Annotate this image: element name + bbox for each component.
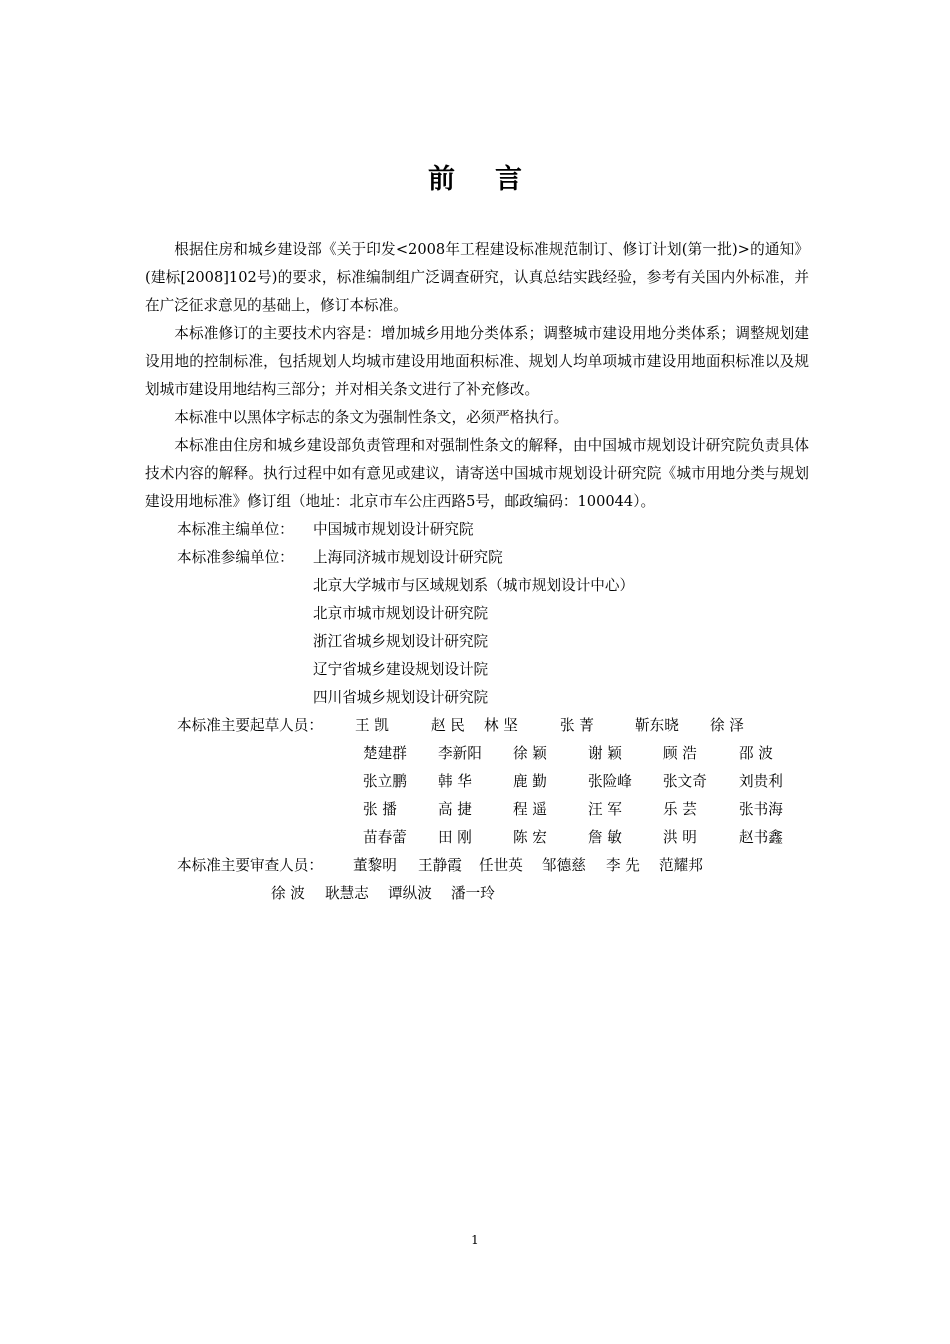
- reviewer-name: 谭纵波: [388, 885, 432, 902]
- reviewer-name: 邹德慈: [542, 857, 586, 874]
- drafter-name: 谢 颖: [588, 745, 622, 762]
- participating-unit-name: 上海同济城市规划设计研究院: [313, 549, 503, 566]
- reviewer-name: 董黎明: [353, 857, 397, 874]
- drafter-name: 靳东晓: [635, 717, 679, 734]
- drafter-name: 赵书鑫: [739, 829, 783, 846]
- drafter-name: 徐 颖: [513, 745, 547, 762]
- reviewer-name: 耿慧志: [325, 885, 369, 902]
- reviewers-row: [145, 880, 809, 908]
- drafters-row: [145, 712, 809, 740]
- drafter-name: 张险峰: [588, 773, 632, 790]
- chief-unit-label: 本标准主编单位：: [177, 521, 294, 538]
- reviewer-name: 王静霞: [418, 857, 462, 874]
- drafter-name: 陈 宏: [513, 829, 547, 846]
- drafter-name: 张书海: [739, 801, 783, 818]
- participating-unit-row: [145, 628, 809, 656]
- participating-unit-name: 辽宁省城乡建设规划设计院: [313, 661, 489, 678]
- drafter-name: 田 刚: [438, 829, 472, 846]
- drafter-name: 徐 泽: [710, 717, 744, 734]
- drafter-name: 韩 华: [438, 773, 472, 790]
- reviewers-label: 本标准主要审查人员：: [177, 857, 323, 874]
- drafters-row: [145, 796, 809, 824]
- drafter-name: 张 菁: [560, 717, 594, 734]
- participating-unit-name: 北京大学城市与区域规划系（城市规划设计中心）: [313, 577, 635, 594]
- paragraph-basis: 根据住房和城乡建设部《关于印发<2008年工程建设标准规范制订、修订计划(第一批)>的通知》(建标[2008]102号)的要求，标准编制组广泛调查研究，认真总结实践经验，参考有关国内外标准，并在广泛征求意见的基础上，修订本标准。: [145, 241, 809, 314]
- drafter-name: 乐 芸: [663, 801, 697, 818]
- drafter-name: 张 播: [363, 801, 397, 818]
- reviewer-name: 徐 波: [271, 885, 305, 902]
- reviewer-name: 范耀邦: [659, 857, 703, 874]
- participating-unit-row: [145, 544, 809, 572]
- chief-unit-row: [145, 516, 809, 544]
- preface-body: [145, 236, 809, 908]
- drafters-row: [145, 824, 809, 852]
- drafter-name: 张文奇: [663, 773, 707, 790]
- drafter-name: 程 遥: [513, 801, 547, 818]
- reviewer-name: 潘一玲: [451, 885, 495, 902]
- drafter-name: 楚建群: [363, 745, 407, 762]
- paragraph-management: 本标准由住房和城乡建设部负责管理和对强制性条文的解释，由中国城市规划设计研究院负责具体技术内容的解释。执行过程中如有意见或建议，请寄送中国城市规划设计研究院《城市用地分类与规划建设用地标准》修订组（地址：北京市车公庄西路5号，邮政编码：100044）。: [145, 437, 809, 510]
- participating-unit-name: 北京市城市规划设计研究院: [313, 605, 489, 622]
- drafter-name: 洪 明: [663, 829, 697, 846]
- paragraph-mandatory-clauses: 本标准中以黑体字标志的条文为强制性条文，必须严格执行。: [174, 409, 569, 426]
- drafter-name: 王 凯: [355, 717, 389, 734]
- reviewer-name: 李 先: [606, 857, 640, 874]
- drafter-name: 高 捷: [438, 801, 472, 818]
- page-number: 1: [471, 1233, 479, 1247]
- drafter-name: 张立鹏: [363, 773, 407, 790]
- drafters-label: 本标准主要起草人员：: [177, 717, 323, 734]
- participating-unit-row: [145, 600, 809, 628]
- reviewer-name: 任世英: [479, 857, 523, 874]
- page-title: 前言: [428, 164, 562, 195]
- participating-units-label: 本标准参编单位：: [177, 549, 294, 566]
- drafter-name: 詹 敏: [588, 829, 622, 846]
- drafter-name: 刘贵利: [739, 773, 783, 790]
- drafter-name: 邵 波: [739, 745, 773, 762]
- drafter-name: 赵 民: [431, 717, 465, 734]
- participating-unit-row: [145, 684, 809, 712]
- participating-unit-name: 四川省城乡规划设计研究院: [313, 689, 489, 706]
- paragraph-technical-content: 本标准修订的主要技术内容是：增加城乡用地分类体系；调整城市建设用地分类体系；调整规划建设用地的控制标准，包括规划人均城市建设用地面积标准、规划人均单项城市建设用地面积标准以及规划城市建设用地结构三部分；并对相关条文进行了补充修改。: [145, 325, 809, 398]
- drafter-name: 鹿 勤: [513, 773, 547, 790]
- drafter-name: 李新阳: [438, 745, 482, 762]
- drafter-name: 林 坚: [484, 717, 518, 734]
- drafter-name: 汪 军: [588, 801, 622, 818]
- drafters-row: [145, 740, 809, 768]
- drafter-name: 苗春蕾: [363, 829, 407, 846]
- participating-unit-name: 浙江省城乡规划设计研究院: [313, 633, 489, 650]
- participating-unit-row: [145, 572, 809, 600]
- chief-unit-name: 中国城市规划设计研究院: [313, 521, 474, 538]
- drafter-name: 顾 浩: [663, 745, 697, 762]
- participating-unit-row: [145, 656, 809, 684]
- reviewers-row: [145, 852, 809, 880]
- drafters-row: [145, 768, 809, 796]
